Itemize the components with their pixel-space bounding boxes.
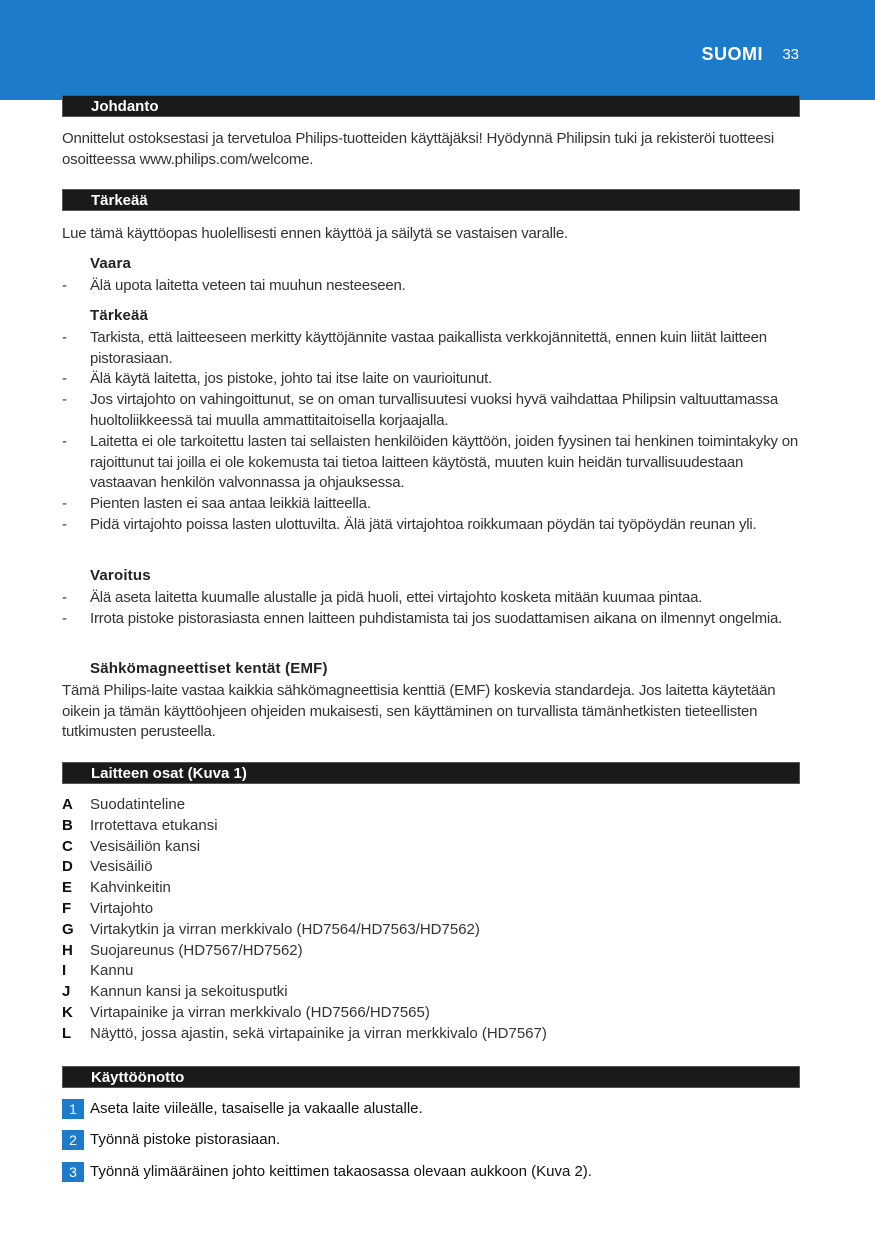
- setup-step: [62, 1098, 423, 1120]
- part-text: Irrotettava etukansi: [90, 816, 218, 834]
- list-item: - Pienten lasten ei saa antaa leikkiä laitteella.: [62, 494, 800, 515]
- list-item: - Älä upota laitetta veteen tai muuhun nesteeseen.: [62, 276, 800, 297]
- section-heading-important: Tärkeää: [62, 189, 800, 211]
- list-item: - Irrota pistoke pistorasiasta ennen laitteen puhdistamista tai jos suodattamisen aikana on ilmennyt ongelmia.: [62, 609, 800, 630]
- important-item-text: Pienten lasten ei saa antaa leikkiä laitteella.: [90, 495, 371, 512]
- part-text: Kannun kansi ja sekoitusputki: [90, 983, 288, 1001]
- emf-heading: Sähkömagneettiset kentät (EMF): [90, 660, 328, 677]
- part-item: [62, 920, 547, 941]
- section-heading-parts: Laitteen osat (Kuva 1): [62, 762, 800, 784]
- section-heading-setup: Käyttöönotto: [62, 1066, 800, 1088]
- part-item: [62, 837, 547, 858]
- step-text: Aseta laite viileälle, tasaiselle ja vakaalle alustalle.: [90, 1100, 423, 1117]
- part-text: Virtakytkin ja virran merkkivalo (HD7564/HD7563/HD7562): [90, 920, 480, 938]
- part-letter: I: [62, 962, 67, 980]
- part-letter: J: [62, 983, 71, 1001]
- important-item-text: Laitetta ei ole tarkoitettu lasten tai sellaisten henkilöiden käyttöön, joiden fyysinen tai henkinen toimintakyky on rajoittunut tai joilla ei ole kokemusta tai tietoa laitteen käytöstä, muuten kuin heidän turvallisuudestaan vastaavan henkilön valvonnassa ja ohjauksessa.: [90, 433, 799, 491]
- part-text: Virtajohto: [90, 899, 154, 917]
- part-letter: H: [62, 941, 73, 959]
- section-heading-intro: Johdanto: [62, 95, 800, 117]
- part-text: Näyttö, jossa ajastin, sekä virtapainike ja virran merkkivalo (HD7567): [90, 1024, 547, 1042]
- caution-heading: Varoitus: [90, 567, 151, 584]
- part-item: [62, 857, 547, 878]
- setup-step: [62, 1161, 592, 1183]
- part-text: Vesisäiliö: [90, 858, 153, 876]
- emf-text: Tämä Philips-laite vastaa kaikkia sähkömagneettisia kenttiä (EMF) koskevia standardeja. Jos laitetta käytetään oikein ja tämän käyttöohjeen ohjeiden mukaisesti, sen käyttäminen on turvallista tämänhetkisten tieteellisten tutkimusten perusteella.: [62, 682, 776, 740]
- part-letter: K: [62, 1003, 73, 1021]
- step-number: 2: [62, 1130, 84, 1150]
- part-item: [62, 941, 547, 962]
- step-number: 1: [62, 1099, 84, 1119]
- danger-item-text: Älä upota laitetta veteen tai muuhun nesteeseen.: [90, 277, 406, 294]
- list-item: - Pidä virtajohto poissa lasten ulottuvilta. Älä jätä virtajohtoa roikkumaan pöydän tai työpöydän reunan yli.: [62, 515, 800, 536]
- caution-item-text: Irrota pistoke pistorasiasta ennen laitteen puhdistamista tai jos suodattamisen aikana on ilmennyt ongelmia.: [90, 610, 783, 627]
- part-item: [62, 1003, 547, 1024]
- list-item: - Älä käytä laitetta, jos pistoke, johto tai itse laite on vaurioitunut.: [62, 369, 800, 390]
- setup-step: [62, 1129, 280, 1151]
- part-item: [62, 795, 547, 816]
- part-text: Kannu: [90, 962, 134, 980]
- important-item-text: Pidä virtajohto poissa lasten ulottuvilta. Älä jätä virtajohtoa roikkumaan pöydän tai työpöydän reunan yli.: [90, 516, 757, 533]
- part-item: [62, 816, 547, 837]
- danger-heading: Vaara: [90, 255, 132, 272]
- part-letter: F: [62, 899, 72, 917]
- part-item: [62, 899, 547, 920]
- part-item: [62, 982, 547, 1003]
- language-label: SUOMI: [701, 44, 763, 64]
- step-text: Työnnä ylimääräinen johto keittimen takaosassa olevaan aukkoon (Kuva 2).: [90, 1163, 592, 1180]
- part-item: [62, 878, 547, 899]
- part-text: Suodatinteline: [90, 796, 186, 813]
- list-item: - Laitetta ei ole tarkoitettu lasten tai sellaisten henkilöiden käyttöön, joiden fyysinen tai henkinen toimintakyky on rajoittunut tai joilla ei ole kokemusta tai tietoa laitteen käytöstä, muuten kuin heidän turvallisuudestaan vastaavan henkilön valvonnassa ja ohjauksessa.: [62, 432, 800, 494]
- list-item: - Jos virtajohto on vahingoittunut, se on oman turvallisuutesi vuoksi hyvä vaihdattaa Philipsin valtuuttamassa huoltoliikkeessä tai muulla ammattitaitoisella korjaajalla.: [62, 390, 800, 431]
- page-number: 33: [782, 46, 799, 63]
- intro-text: Onnittelut ostoksestasi ja tervetuloa Philips-tuotteiden käyttäjäksi! Hyödynnä Philipsin tuki ja rekisteröi tuotteesi osoitteessa www.philips.com/welcome.: [62, 130, 774, 168]
- caution-item-text: Älä aseta laitetta kuumalle alustalle ja pidä huoli, ettei virtajohto kosketa mitään kuumaa pintaa.: [90, 589, 703, 606]
- important-intro-text: Lue tämä käyttöopas huolellisesti ennen käyttöä ja säilytä se vastaisen varalle.: [62, 225, 568, 242]
- part-text: Vesisäiliön kansi: [90, 837, 201, 855]
- parts-list: [62, 795, 547, 1045]
- part-letter: E: [62, 879, 73, 897]
- part-letter: G: [62, 920, 74, 938]
- important-item-text: Tarkista, että laitteeseen merkitty käyttöjännite vastaa paikallista verkkojännitettä, ennen kuin liität laitteen pistorasiaan.: [90, 329, 767, 367]
- list-item: - Tarkista, että laitteeseen merkitty käyttöjännite vastaa paikallista verkkojännitettä, ennen kuin liität laitteen pistorasiaan.: [62, 328, 800, 369]
- list-item: - Älä aseta laitetta kuumalle alustalle ja pidä huoli, ettei virtajohto kosketa mitään kuumaa pintaa.: [62, 588, 800, 609]
- part-item: [62, 961, 547, 982]
- important-item-text: Älä käytä laitetta, jos pistoke, johto tai itse laite on vaurioitunut.: [90, 370, 493, 387]
- header-band: [0, 0, 875, 100]
- part-text: Virtapainike ja virran merkkivalo (HD7566/HD7565): [90, 1003, 430, 1021]
- part-text: Suojareunus (HD7567/HD7562): [90, 941, 303, 959]
- important-item-text: Jos virtajohto on vahingoittunut, se on oman turvallisuutesi vuoksi hyvä vaihdattaa Philipsin valtuuttamassa huoltoliikkeessä tai muulla ammattitaitoisella korjaajalla.: [90, 391, 778, 429]
- part-letter: C: [62, 837, 73, 855]
- part-text: Kahvinkeitin: [90, 879, 171, 897]
- important-subheading: Tärkeää: [90, 307, 149, 324]
- part-letter: D: [62, 858, 73, 876]
- step-text: Työnnä pistoke pistorasiaan.: [90, 1131, 281, 1148]
- part-item: [62, 1024, 547, 1045]
- part-letter: B: [62, 816, 73, 834]
- part-letter: L: [62, 1024, 72, 1042]
- step-number: 3: [62, 1162, 84, 1182]
- part-letter: A: [62, 796, 73, 813]
